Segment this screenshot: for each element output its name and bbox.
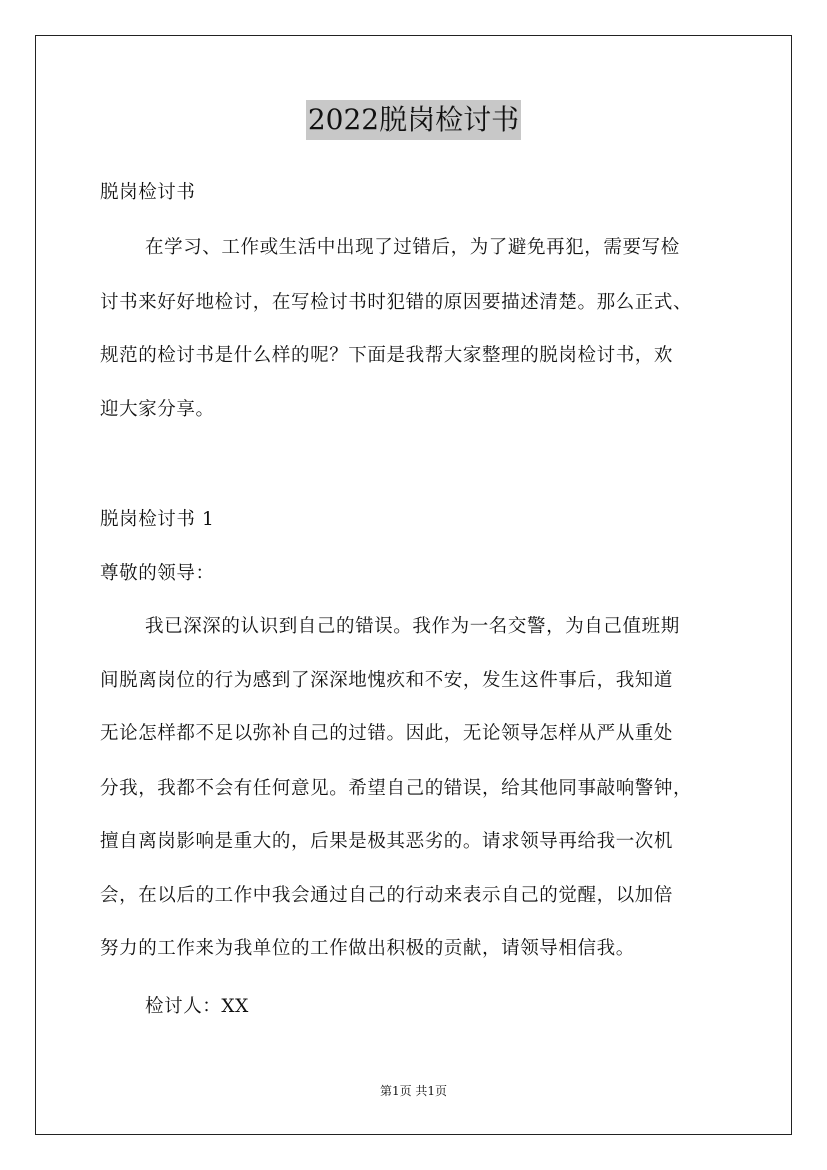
intro-line: 在学习、工作或生活中出现了过错后，为了避免再犯，需要写检 [145,237,680,258]
signature: 检讨人：XX [145,996,249,1017]
salutation: 尊敬的领导： [100,563,215,584]
intro-line: 规范的检讨书是什么样的呢？下面是我帮大家整理的脱岗检讨书，欢 [100,345,674,366]
intro-heading: 脱岗检讨书 [100,182,196,203]
title-container [0,100,827,140]
intro-line: 迎大家分享。 [100,399,215,420]
section-heading: 脱岗检讨书 1 [100,509,215,530]
body-line: 分我，我都不会有任何意见。希望自己的错误，给其他同事敲响警钟， [100,778,693,799]
document-title: 2022脱岗检讨书 [306,100,521,140]
body-line: 努力的工作来为我单位的工作做出积极的贡献，请领导相信我。 [100,938,635,959]
body-line: 间脱离岗位的行为感到了深深地愧疚和不安，发生这件事后，我知道 [100,670,674,691]
body-line: 擅自离岗影响是重大的，后果是极其恶劣的。请求领导再给我一次机 [100,831,674,852]
page-number-footer: 第1页 共1页 [379,1084,448,1098]
body-line: 我已深深的认识到自己的错误。我作为一名交警，为自己值班期 [145,616,680,637]
body-line: 无论怎样都不足以弥补自己的过错。因此，无论领导怎样从严从重处 [100,723,674,744]
body-line: 会，在以后的工作中我会通过自己的行动来表示自己的觉醒，以加倍 [100,885,674,906]
intro-line: 讨书来好好地检讨，在写检讨书时犯错的原因要描述清楚。那么正式、 [100,292,693,313]
